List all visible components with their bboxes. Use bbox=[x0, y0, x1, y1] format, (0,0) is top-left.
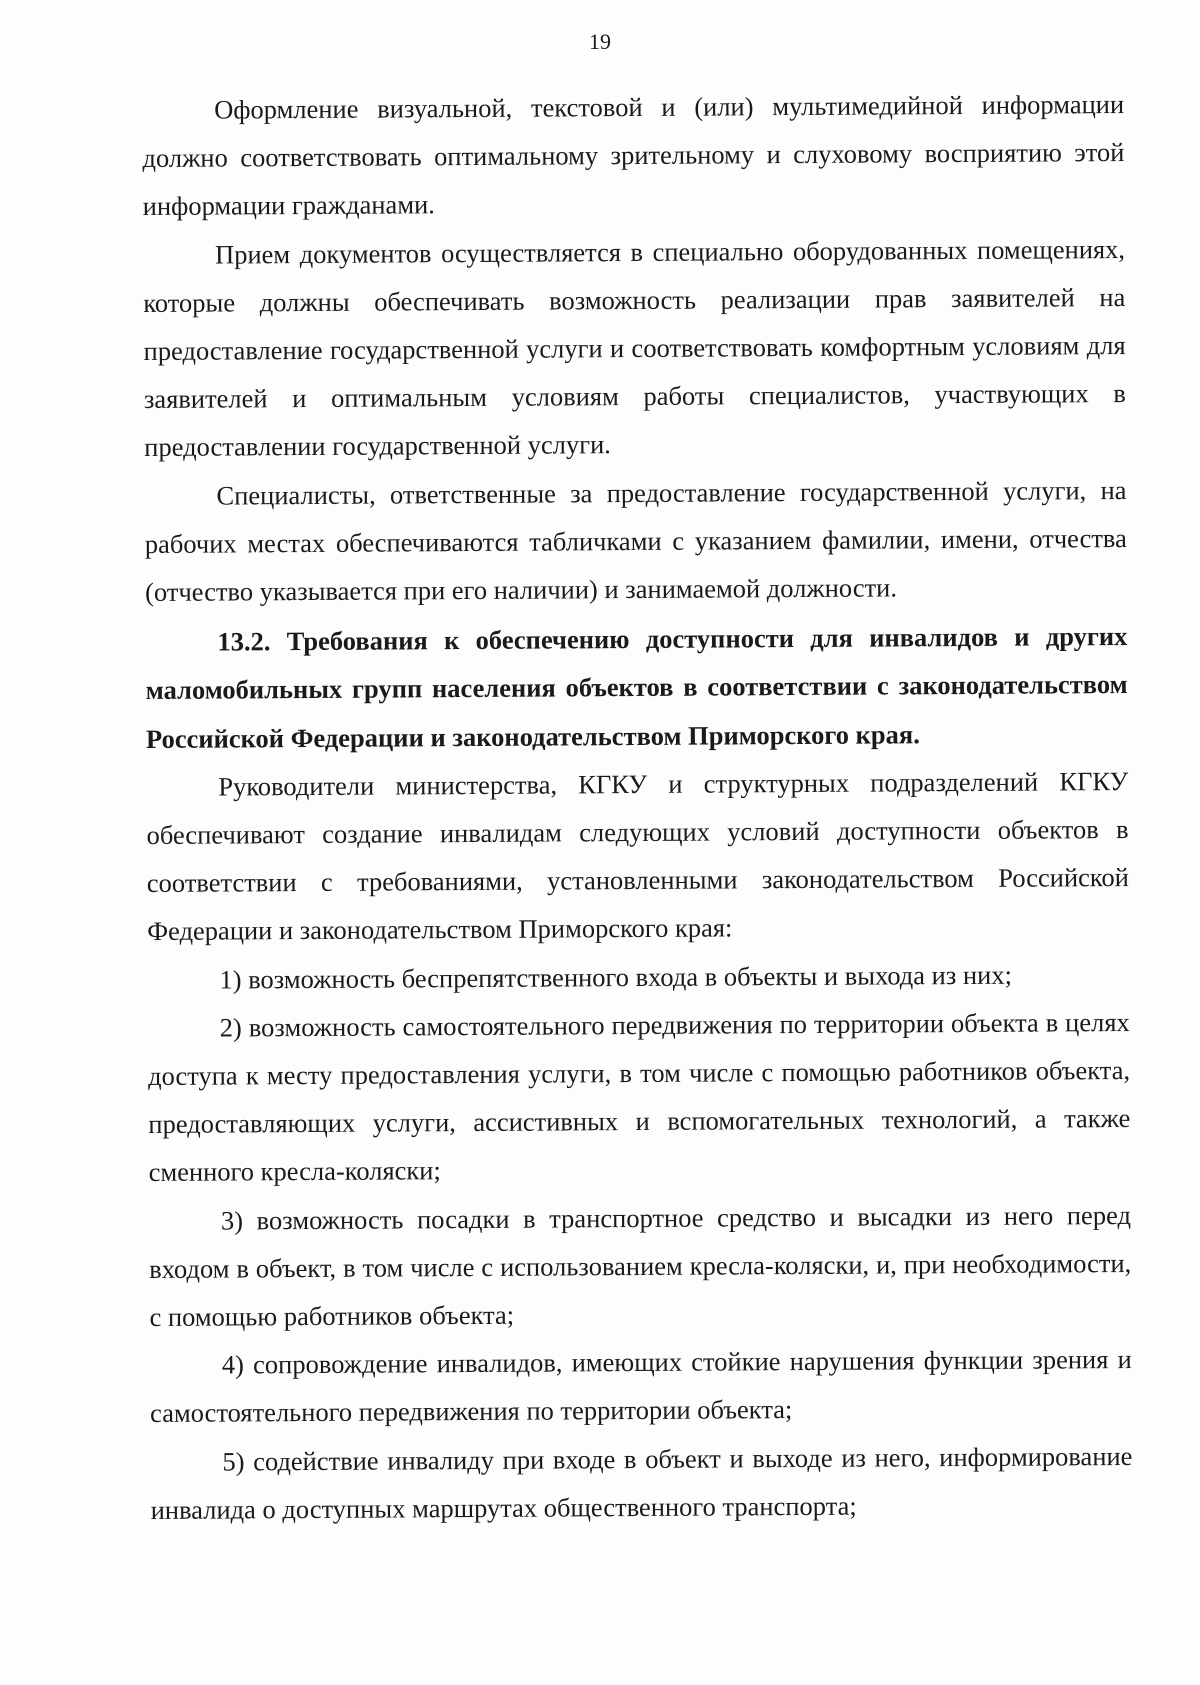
list-item: 1) возможность беспрепятственного входа в объекты и выхода из них; bbox=[219, 959, 1012, 995]
list-item: 2) возможность самостоятельного передвижения по территории объекта в целях доступа к месту предоставления услуги, в том числе с помощью работников объекта, предоставляющих услуги, ассистивных и вспомогательных технологий, а также сменного кресла-коляски; bbox=[147, 1006, 1131, 1188]
page-number: 19 bbox=[589, 29, 611, 54]
list-item: 5) содействие инвалиду при входе в объект и выходе из него, информирование инвалида о доступных маршрутах общественного транспорта; bbox=[150, 1440, 1133, 1525]
paragraph-specialists: Специалисты, ответственные за предоставление государственной услуги, на рабочих местах обеспечиваются табличками с указанием фамилии, имени, отчества (отчество указывается при его наличии) и занимаемой должности. bbox=[144, 474, 1127, 608]
document-body bbox=[142, 80, 1133, 1534]
list-item: 4) сопровождение инвалидов, имеющих стойкие нарушения функции зрения и самостоятельного передвижения по территории объекта; bbox=[150, 1344, 1132, 1429]
section-heading: 13.2. Требования к обеспечению доступности для инвалидов и других маломобильных групп населения объектов в соответствии с законодательством Российской Федерации и законодательством Приморского края. bbox=[145, 621, 1128, 754]
paragraph-accessibility-intro: Руководители министерства, КГКУ и структурных подразделений КГКУ обеспечивают создание инвалидам следующих условий доступности объектов в соответствии с требованиями, установленными законодательством Российской Федерации и законодательством Приморского края: bbox=[146, 765, 1129, 947]
list-item: 3) возможность посадки в транспортное средство и высадки из него перед входом в объект, в том числе с использованием кресла-коляски, и, при необходимости, с помощью работников объекта; bbox=[149, 1199, 1132, 1333]
paragraph-document-reception: Прием документов осуществляется в специально оборудованных помещениях, которые должны обеспечивать возможность реализации прав заявителей на предоставление государственной услуги и соответствовать комфортным условиям для заявителей и оптимальным условиям работы специалистов, участвующих в предоставлении государственной услуги. bbox=[143, 233, 1126, 463]
paragraph-visual-info: Оформление визуальной, текстовой и (или) мультимедийной информации должно соответствовать оптимальному зрительному и слуховому восприятию этой информации гражданами. bbox=[142, 89, 1125, 222]
